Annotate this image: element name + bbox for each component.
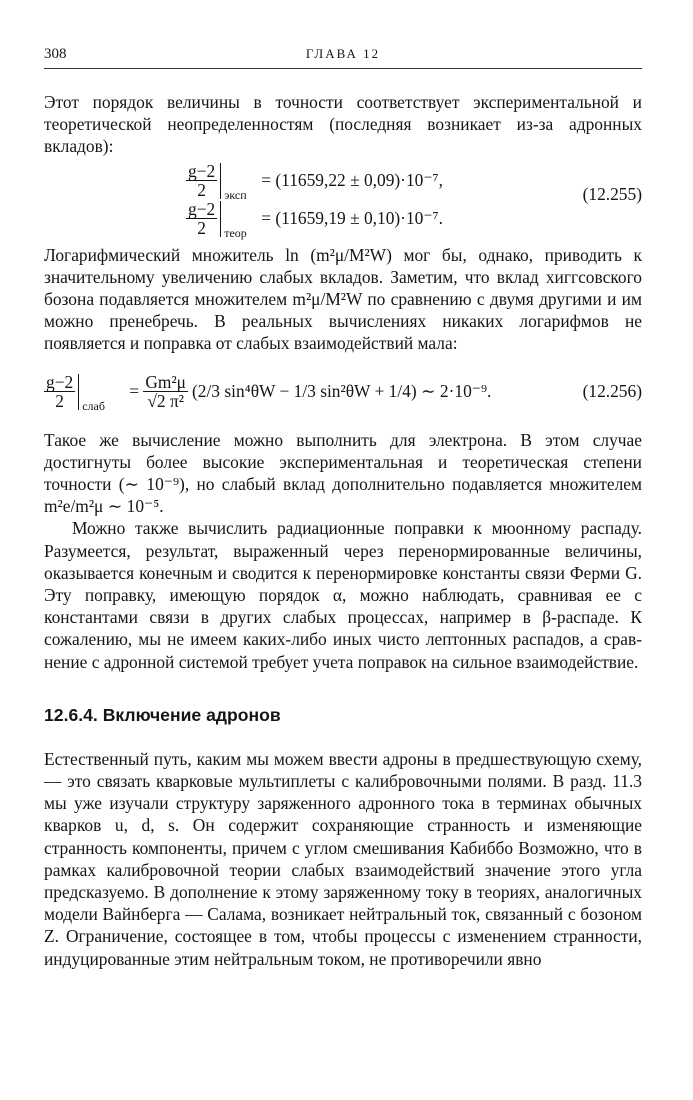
section-heading: 12.6.4. Включение адронов bbox=[44, 704, 281, 725]
paragraph-3: Такое же вычисление можно выполнить для электрона. В этом случае достигнуты более высокие экспериментальная и теоретическая степени точности (∼ 10⁻⁹), но слабый вклад дополнительно подавляется множителем m²e/m²μ ∼ 10⁻⁵. bbox=[44, 429, 642, 517]
equation-12-256: $\frac{g-2}{2}$ слаб = $\frac{\text{Gm²μ}}{\text{√2 π²}}$ (2/3 sin⁴θW − 1/3 sin²θW + 1/4) ∼ 2·10⁻⁹. (12.256) bbox=[46, 372, 642, 413]
eq255-lhs-2: $\frac{g-2}{2}$ bbox=[188, 199, 216, 239]
eq255-line-2: $\frac{g-2}{2}$ теор = (11659,19 ± 0,10)·10⁻⁷. bbox=[188, 199, 443, 240]
eq256-rhs: (2/3 sin⁴θW − 1/3 sin²θW + 1/4) ∼ 2·10⁻⁹. bbox=[191, 381, 492, 402]
paragraph-1: Этот порядок величины в точности соответствует экспериментальной и теоретической неопределенностям (последняя возникает из-за адронных вкладов): bbox=[44, 92, 642, 157]
eq255-line-1: $\frac{g-2}{2}$ эксп = (11659,22 ± 0,09)·10⁻⁷, bbox=[188, 161, 443, 202]
header-rule bbox=[44, 68, 642, 69]
eq255-rhs-2: = (11659,19 ± 0,10)·10⁻⁷. bbox=[261, 208, 443, 229]
page-number: 308 bbox=[44, 46, 67, 62]
paragraph-2: Логарифмический множитель ln (m²μ/M²W) мог бы, однако, приводить к значительному увеличению слабых вкладов. Заметим, что вклад хиггсовского бозона подавляется множителем m²μ/M²W по сравнению с двумя другими и им можно пренебречь. В реальных вычислениях никаких логарифмов не появляется и поправка от слабых взаимодействий мала: bbox=[44, 244, 642, 354]
paragraph-4: Можно также вычислить радиационные поправки к мюонному распаду. Разумеется, результат, выраженный через перенормированные величины, оказывается конечным и сводится к перенормировке константы связи Ферми G. Эту поправку, имеющую порядок α, можно наблюдать, сравнивая ее с константами связи в других слабых процессах, например в β-распаде. К сожалению, мы не имеем каких-либо иных чисто лептонных распадов, а сравнение с адронной системой требует учета поправок на сильное взаимодействие. bbox=[44, 518, 642, 672]
eq255-lhs-1: $\frac{g-2}{2}$ bbox=[188, 161, 216, 201]
chapter-title: ГЛАВА 12 bbox=[305, 46, 381, 61]
paragraph-5: Естественный путь, каким мы можем ввести адроны в предшествующую схему, — это связать кварковые мультиплеты с калибровочными полями. В разд. 11.3 мы уже изучали структуру заряженного адронного тока в терминах обычных кварков u, d, s. Он содержит сохраняющие странность и изменяющие странность компоненты, причем с углом смешивания Кабиббо Возможно, что в рамках калибровочной теории слабых взаимодействий значение этого угла предсказуемо. В дополнение к этому заряженному току в теориях, аналогичных модели Вайнберга — Салама, возникает нейтральный ток, связанный с бозоном Z. Ограничение, состоящее в том, чтобы процессы с изменением странности, индуцированные этим нейтральным током, не противоречили явно bbox=[44, 748, 642, 969]
eq255-rhs-1: = (11659,22 ± 0,09)·10⁻⁷, bbox=[261, 170, 443, 191]
equation-number-256: (12.256) bbox=[582, 380, 642, 401]
eq256-lhs: $\frac{g-2}{2}$ bbox=[46, 372, 74, 412]
book-page bbox=[44, 40, 642, 970]
running-header bbox=[44, 40, 642, 66]
equation-number-255: (12.255) bbox=[582, 183, 642, 204]
equation-12-255 bbox=[44, 162, 642, 238]
eq256-coefficient: $\frac{\text{Gm²μ}}{\text{√2 π²}}$ bbox=[145, 372, 186, 412]
